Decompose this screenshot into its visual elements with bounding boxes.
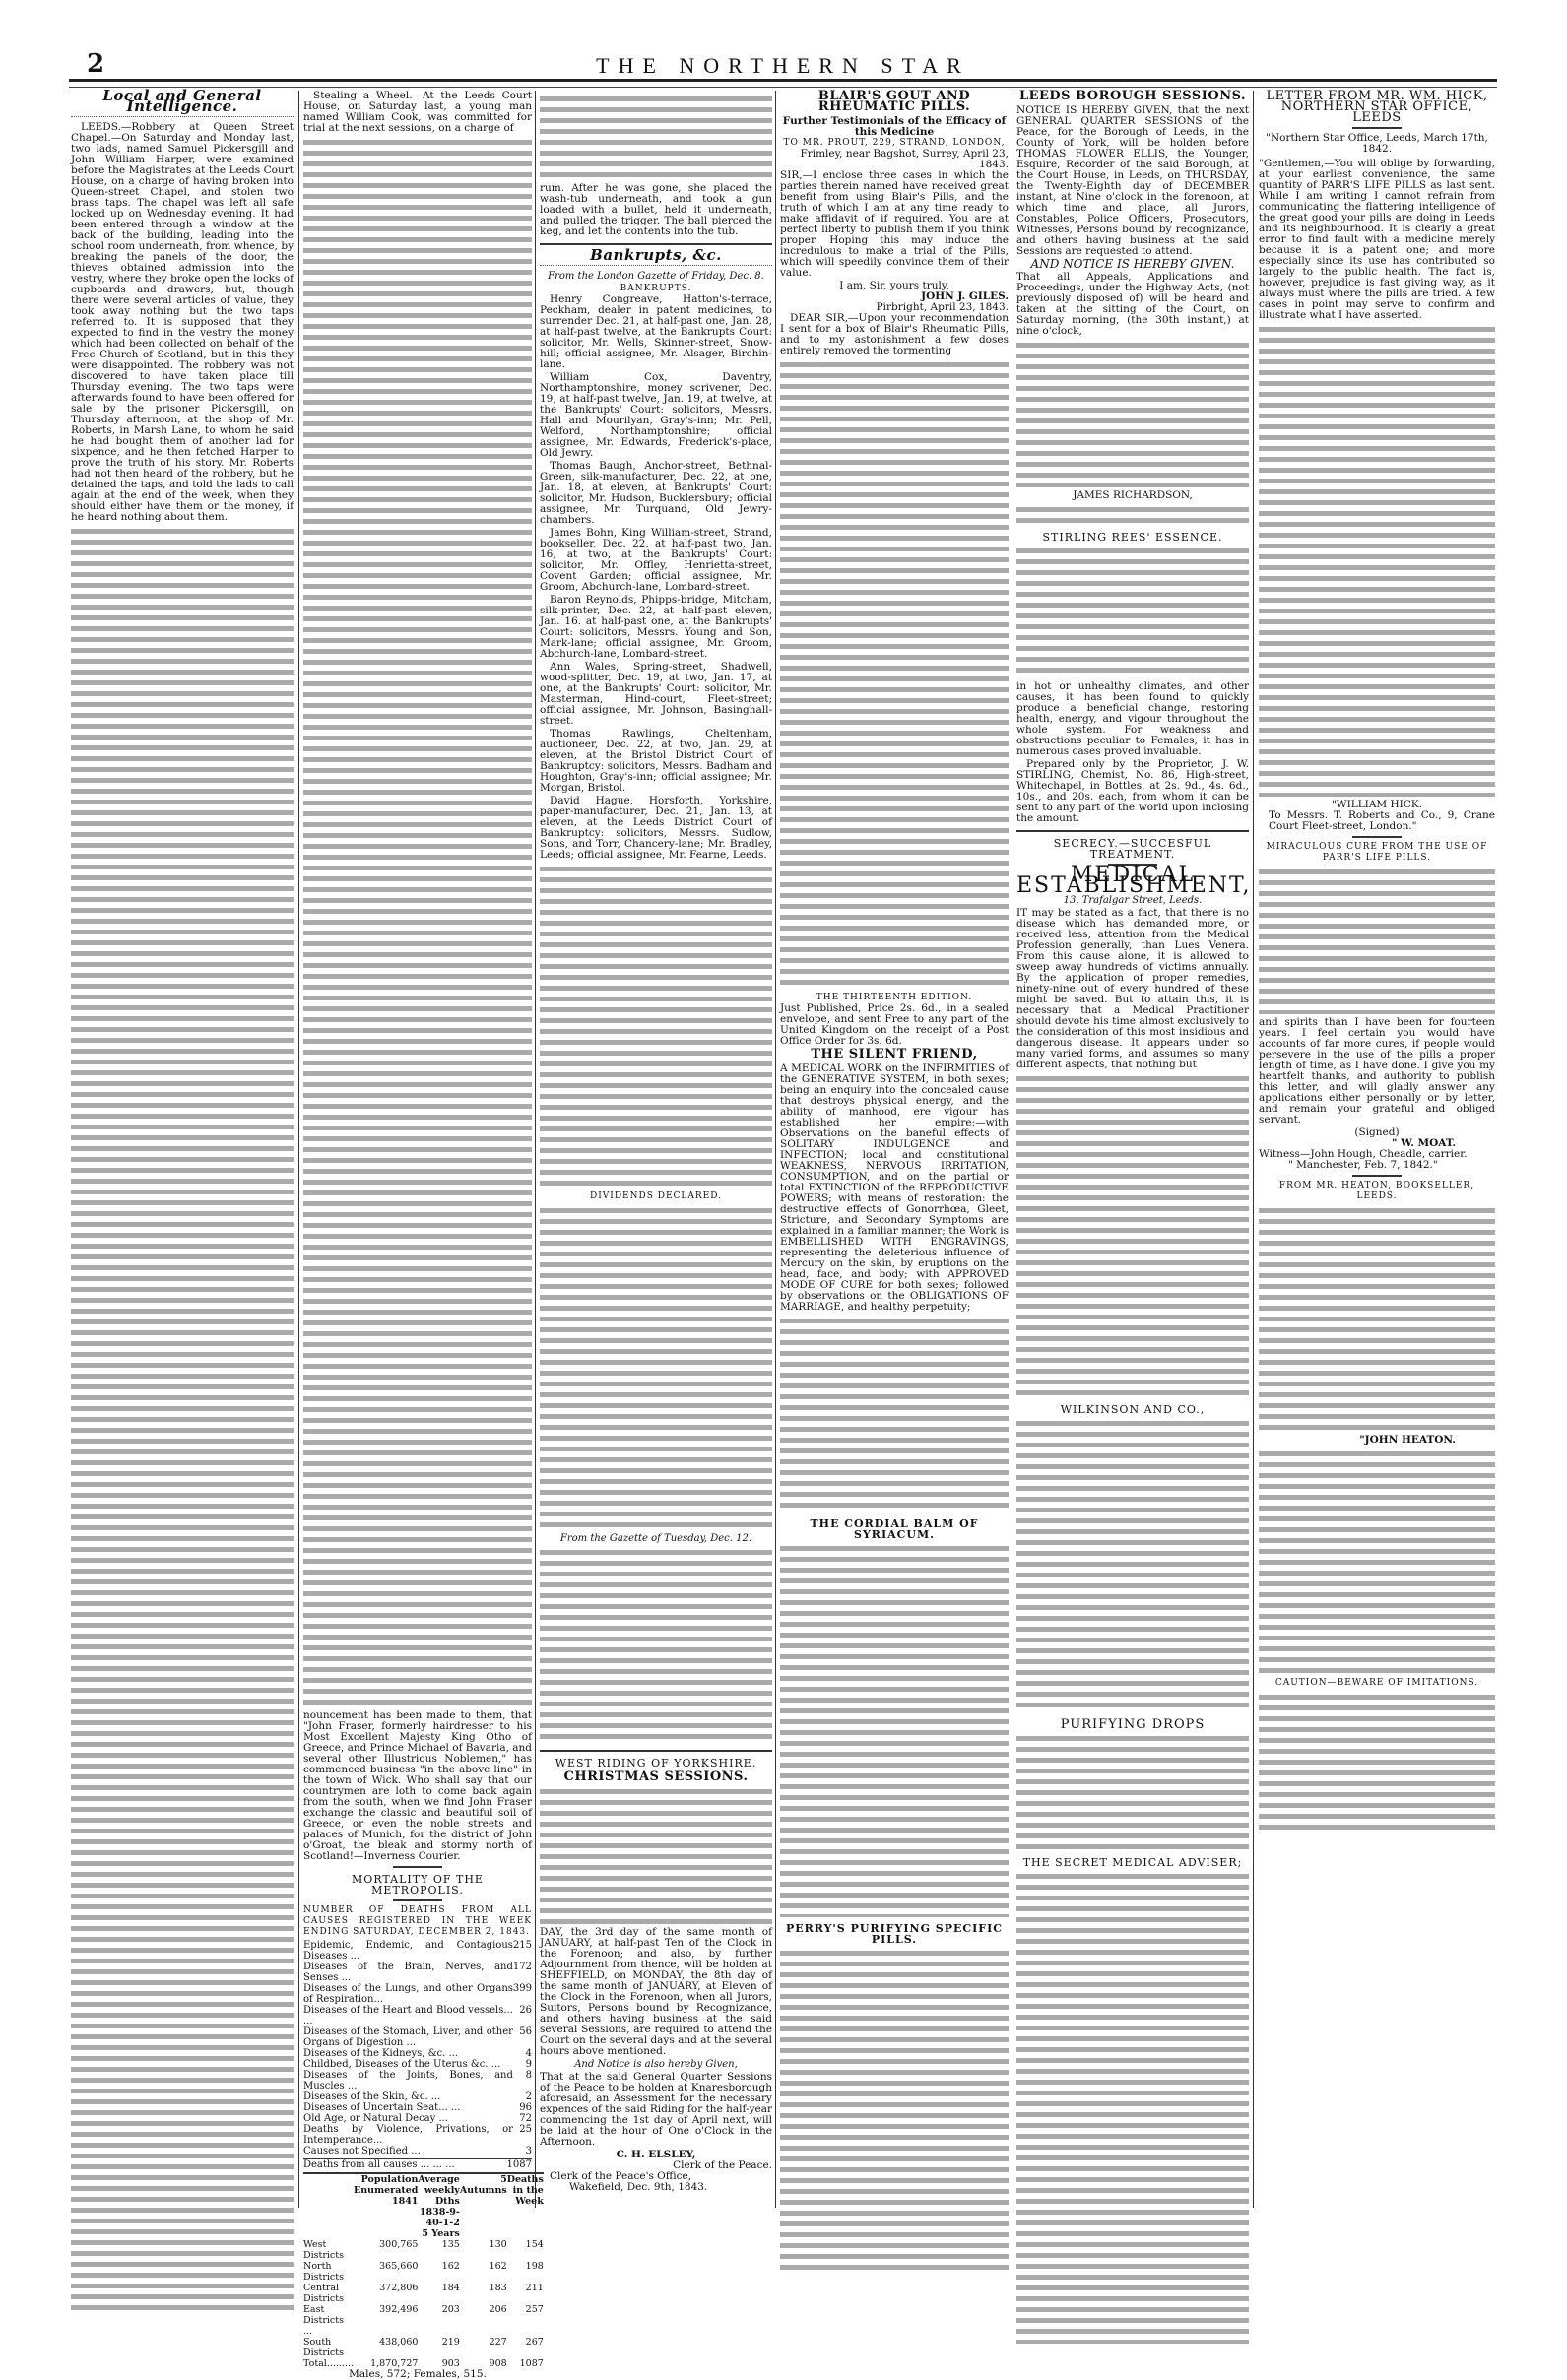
column-five <box>1016 89 1252 2347</box>
and-notice: And Notice is also hereby Given, <box>574 2059 738 2070</box>
cause-label: Old Age, or Natural Decay ... <box>303 2113 449 2124</box>
letter-text-block <box>1259 1692 1495 1830</box>
total-label: Deaths from all causes ... ... ... <box>303 2159 455 2170</box>
table-cell: 219 <box>441 2337 460 2348</box>
published: Just Published, Price 2s. 6d., in a sealed envelope, and sent Free to any part of the United Kingdom on the receipt of a Post Office Order for 3s. 6d. <box>780 1002 1009 1047</box>
divider <box>540 265 772 266</box>
cause-label: Diseases of the Kidneys, &c. ... <box>303 2048 459 2059</box>
cause-value: 56 <box>519 2026 532 2037</box>
divider <box>1016 830 1249 832</box>
divider <box>71 116 294 117</box>
divider <box>393 1866 442 1868</box>
table-cell: 206 <box>489 2304 507 2315</box>
table-cell: 1,870,727 <box>370 2358 419 2369</box>
article-text-block <box>540 1786 772 1924</box>
miraculous-cure: MIRACULOUS CURE FROM THE USE OF PARR'S LIFE PILLS. <box>1266 842 1488 863</box>
column-header: Deaths in the Week <box>506 2174 544 2207</box>
cause-value: 72 <box>519 2113 532 2124</box>
divider <box>1352 1175 1402 1177</box>
table-row <box>303 2304 544 2337</box>
cause-label: Causes not Specified ... <box>303 2146 421 2156</box>
cause-value: 172 <box>512 1962 532 1972</box>
mortality-subtitle: NUMBER OF DEATHS FROM ALL CAUSES REGISTERED IN THE WEEK ENDING SATURDAY, DECEMBER 2, 1843. <box>303 1905 532 1937</box>
medical-body: IT may be stated as a fact, that there is no disease which has demanded more, or received less, attention from the Medical Profession generally, than Lues Venera. From this cause alone, it is allowed to sweep away hundreds of victims annually. By the application of proper remedies, ninety-nine out of every hundred of these might be saved. But to attain this, it is necessary that a Medical Practitioner should devote his time almost exclusively to the consideration of this most insidious and dangerous disease. It appears under so many varied forms, and assumes so many different aspects, that nothing but <box>1016 907 1249 1070</box>
cause-value: 8 <box>525 2070 532 2081</box>
cause-label: Epidemic, Endemic, and Contagious Diseases ... <box>303 1940 513 1962</box>
table-cell: 198 <box>525 2261 544 2272</box>
column-divider <box>775 91 776 2208</box>
newspaper-title: THE NORTHERN STAR <box>596 53 970 78</box>
medical-work: A MEDICAL WORK on the INFIRMITIES of the GENERATIVE SYSTEM, in both sexes; being an enquiry into the concealed cause that destroys physical energy, and the ability of manhood, ere vigour has established her empire:—with Observations on the baneful effects of SOLITARY INDULGENCE and INFECTION; local and constitutional WEAKNESS, NERVOUS IRRITATION, CONSUMPTION, and on the partial or total EXTINCTION of the REPRODUCTIVE POWERS; with means of restoration: the destructive effects of Gonorrhœa, Gleet, Stricture, and Secondary Symptoms are explained in a familiar manner; the Work is EMBELLISHED WITH ENGRAVINGS, representing the deleterious influence of Mercury on the skin, by eruptions on the head, face, and body; with APPROVED MODE OF CURE for both sexes; followed by observations on the OBLIGATIONS OF MARRIAGE, and healthy perpetuity; <box>780 1062 1009 1313</box>
cause-row <box>303 2070 532 2091</box>
blairs-letter: SIR,—I enclose three cases in which the parties therein named have received great benefit from using Blair's Pills, and the truth of which I am at any time ready to make affidavit of if required. You are at perfect liberty to publish them if you think proper. Hoping this may induce the incredulous to make a trial of the Pills, which will speedily convince them of their value. <box>780 169 1009 279</box>
appeals: That all Appeals, Applications and Proceedings, under the Highway Acts, (not previously disposed of) will be heard and taken at the sitting of the Court, on Saturday morning, (the 30th instant,) at nine o'clock, <box>1016 271 1249 337</box>
advert-text-block <box>780 359 1009 990</box>
cause-row <box>303 2102 532 2113</box>
table-cell: 372,806 <box>379 2283 419 2293</box>
cause-row <box>303 1940 532 1962</box>
sessions-text: DAY, the 3rd day of the same month of JANUARY, at half-past Ten of the Clock in the Forenoon; and also, by further Adjournment from thence, will be holden at SHEFFIELD, on MONDAY, the 8th day of the same month of JANUARY, at Eleven of the Clock in the Forenoon, when all Jurors, Suitors, Persons bound by Recognizance, and others having business at the said several Sessions, are required to attend the Court on the several days and at the several hours above mentioned. <box>540 1926 772 2057</box>
bankrupt-entry: Thomas Rawlings, Cheltenham, auctioneer, Dec. 22, at two, Jan. 29, at eleven, at the Bristol District Court of Bankruptcy: solicitors, Messrs. Badham and Houghton, Gray's-inn; official assignee; Mr. Morgan, Bristol. <box>540 728 772 794</box>
table-cell: 300,765 <box>379 2239 419 2250</box>
cause-value: 4 <box>525 2048 532 2059</box>
advert-text-block <box>1016 1418 1249 1713</box>
table-cell: 1087 <box>519 2358 544 2369</box>
cause-row <box>303 2059 532 2070</box>
heaton-signature: "JOHN HEATON. <box>1359 1434 1456 1446</box>
column-divider <box>298 91 299 2208</box>
table-cell: 135 <box>441 2239 460 2250</box>
silent-friend: THE SILENT FRIEND, <box>811 1047 978 1061</box>
signature: JOHN J. GILES. <box>921 290 1009 302</box>
assessment-text: That at the said General Quarter Sessions of the Peace to be holden at Knaresborough aforesaid, an Assessment for the necessary expences of the said Riding for the half-year commencing the 1st day of April next, will be laid at the hour of One o'Clock in the Afternoon. <box>540 2071 772 2148</box>
table-cell: 903 <box>441 2358 460 2369</box>
mortality-total <box>303 2158 532 2170</box>
divider <box>540 1750 772 1752</box>
advert-text-block <box>780 1316 1009 1512</box>
divider <box>1352 127 1402 129</box>
cause-row <box>303 1962 532 1983</box>
bankrupt-entry: Thomas Baugh, Anchor-street, Bethnal-Green, silk-manufacturer, Dec. 22, at one, Jan. 18, at eleven, at Bankrupts' Court: solicitor, Mr. Hudson, Bucklersbury; official assignee, Mr. Turquand, Old Jewry-chambers. <box>540 460 772 526</box>
moat-letter: and spirits than I have been for fourteen years. I feel certain you would have accounts of far more cures, if people would persevere in the use of the pills a proper length of time, as I have done. I give you my heartfelt thanks, and authority to publish this letter, and will gladly answer any applications either personally or by letter, and remain your grateful and obliged servant. <box>1259 1016 1495 1126</box>
column-divider <box>1253 91 1254 2208</box>
cause-label: Diseases of Uncertain Seat... ... <box>303 2102 461 2113</box>
and-notice: AND NOTICE IS HEREBY GIVEN. <box>1030 257 1235 271</box>
table-cell: 257 <box>525 2304 544 2315</box>
cause-label: Diseases of the Skin, &c. ... <box>303 2091 441 2102</box>
masthead-rule <box>69 79 1497 88</box>
article-stealing-wheel: Stealing a Wheel.—At the Leeds Court House, on Saturday last, a young man named William Cook, was committed for trial at the next sessions, on a charge of <box>303 90 532 134</box>
cause-row <box>303 2113 532 2124</box>
table-cell: 227 <box>489 2337 507 2348</box>
cause-label: Deaths by Violence, Privations, or Intemperance... <box>303 2124 513 2146</box>
edition: THE THIRTEENTH EDITION. <box>816 993 973 1002</box>
purifying-drops: PURIFYING DROPS <box>1060 1717 1206 1732</box>
dateline: "Northern Star Office, Leeds, March 17th, 1842. <box>1266 132 1488 155</box>
signer: JAMES RICHARDSON, <box>1073 489 1193 501</box>
blairs-to: TO MR. PROUT, 229, STRAND, LONDON, <box>783 138 1006 148</box>
address: 13, Trafalgar Street, Leeds. <box>1063 895 1203 906</box>
hick-letter-heading: LETTER FROM MR. WM. HICK, NORTHERN STAR OFFICE, LEEDS <box>1266 89 1488 125</box>
bankrupts-heading: Bankrupts, &c. <box>590 246 722 264</box>
cordial-balm: THE CORDIAL BALM OF SYRIACUM. <box>810 1517 979 1541</box>
table-cell: West Districts <box>303 2239 344 2261</box>
cause-value: 25 <box>519 2124 532 2135</box>
hick-letter: "Gentlemen,—You will oblige by forwarding, at your earliest convenience, the same quantity of PARR'S LIFE PILLS as last sent. While I am writing I cannot refrain from communicating the flattering intelligence of the great good your pills are doing in Leeds and its neighbourhood. It is clearly a great error to find fault with a medicine merely because it is a patent one; and more especially since its use has contributed so largely to the public health. The fact is, however, prejudice is fast giving way, as it always must where the pills are tried. A few cases in point may serve to confirm and illustrate what I have asserted. <box>1259 158 1495 321</box>
table-cell: East Districts ... <box>303 2304 344 2337</box>
column-six <box>1259 91 1495 1833</box>
cause-row <box>303 1983 532 2005</box>
population-table <box>303 2172 544 2369</box>
column-three <box>540 91 772 2193</box>
table-row <box>303 2283 544 2304</box>
column-two <box>303 90 544 2380</box>
column-header <box>303 2173 354 2239</box>
witness: Witness—John Hough, Cheadle, carrier. <box>1259 1148 1468 1160</box>
table-row <box>303 2261 544 2283</box>
blairs-heading: BLAIR'S GOUT AND RHEUMATIC PILLS. <box>817 89 971 114</box>
article-text-block <box>303 137 532 1707</box>
moat-signature: " W. MOAT. <box>1391 1137 1456 1149</box>
article-rum-story: rum. After he was gone, she placed the wash-tub underneath, and took a gun loaded with a bullet, held it underneath, and pulled the trigger. The ball pierced the keg, and let the contents into the tub. <box>540 182 772 237</box>
signer: C. H. ELSLEY, <box>616 2149 696 2160</box>
dividends-heading: DIVIDENDS DECLARED. <box>590 1191 722 1201</box>
cause-row <box>303 2091 532 2102</box>
article-text-block <box>540 94 772 180</box>
christmas-sessions-heading: CHRISTMAS SESSIONS. <box>563 1769 749 1784</box>
table-cell: 203 <box>441 2304 460 2315</box>
column-divider <box>535 91 536 2208</box>
gazette-date-2: From the Gazette of Tuesday, Dec. 12. <box>559 1533 752 1544</box>
page-number: 2 <box>87 49 105 79</box>
closing: I am, Sir, yours truly, <box>839 280 949 291</box>
bankrupt-entry: James Bohn, King William-street, Strand, bookseller, Dec. 22, at half-past two, Jan. 16, at two, at the Bankrupts' Court: solicitor, Mr. Offley, Henrietta-street, Covent Garden; official assignee, Mr. Groom, Abchurch-lane, Lombard-street. <box>540 527 772 593</box>
table-cell: 392,496 <box>379 2304 419 2315</box>
medical-establishment: MEDICAL ESTABLISHMENT, <box>1016 863 1252 898</box>
table-cell: Central Districts <box>303 2283 344 2304</box>
cause-row <box>303 2048 532 2059</box>
letter-text-block <box>1259 324 1495 797</box>
article-text-block <box>540 864 772 1189</box>
cause-label: Childbed, Diseases of the Uterus &c. ... <box>303 2059 501 2070</box>
bankrupt-entry: William Cox, Daventry, Northamptonshire, money scrivener, Dec. 19, at half-past twelve, Jan. 19, at twelve, at the Bankrupts' Court: solicitors, Messrs. Hall and Mourilyan, Gray's-inn; Mr. Pell, Welford, Northamptonshire; official assignee, Mr. Edwards, Frederick's-place, Old Jewry. <box>540 371 772 459</box>
cause-value: 96 <box>519 2102 532 2113</box>
letter2: DEAR SIR,—Upon your recommendation I sent for a box of Blair's Rheumatic Pills, and to my astonishment a few doses entirely removed the tormenting <box>780 312 1009 356</box>
gazette-date: From the London Gazette of Friday, Dec. 8. <box>548 271 764 282</box>
secret-adviser: THE SECRET MEDICAL ADVISER; <box>1022 1856 1243 1869</box>
table-cell: Total......... <box>303 2358 355 2369</box>
cause-value: 215 <box>512 1940 532 1951</box>
place2: Pirbright, April 23, 1843. <box>876 301 1009 313</box>
cause-row <box>303 2026 532 2048</box>
column-header: Population Enumerated 1841 <box>354 2174 419 2207</box>
table-row <box>303 2337 544 2358</box>
blairs-sub: Further Testimonials of the Efficacy of this Medicine <box>782 115 1007 138</box>
signer-title: Clerk of the Peace. <box>673 2159 772 2171</box>
divider <box>540 243 772 245</box>
stirling-text: in hot or unhealthy climates, and other causes, it has been found to quickly produce a beneficial change, restoring health, energy, and vigour throughout the whole system. For weakness and obstructions peculiar to Females, it has in numerous cases proved invaluable. <box>1016 680 1249 757</box>
table-cell: South Districts <box>303 2337 344 2358</box>
cause-row <box>303 2124 532 2146</box>
sessions-notice: NOTICE IS HEREBY GIVEN, that the next GENERAL QUARTER SESSIONS of the Peace, for the Borough of Leeds, in the County of York, will be holden before THOMAS FLOWER ELLIS, the Younger, Esquire, Recorder of the said Borough, at the Court House, in Leeds, on THURSDAY, the Twenty-Eighth day of DECEMBER instant, at Nine o'clock in the forenoon, at which time and place, all Jurors, Constables, Police Officers, Prosecutors, Witnesses, Persons bound by recognizance, and others having business at the said Sessions are requested to attend. <box>1016 104 1249 257</box>
bankrupts-subhead: BANKRUPTS. <box>620 284 692 293</box>
hick-signature: "WILLIAM HICK. <box>1331 799 1423 810</box>
total-value: 1087 <box>506 2159 532 2170</box>
article-text-block <box>71 526 294 2313</box>
cause-value: 2 <box>525 2091 532 2102</box>
article-fraser: nouncement has been made to them, that "John Fraser, formerly hairdresser to his Most Excellent Majesty King Otho of Greece, and Prince Michael of Bavaria, and several other Illustrious Noblemen," has commenced business "in the above line" in the town of Wick. Who shall say that our countrymen are loth to come back again from the south, when we find John Fraser exchange the classic and beautiful soil of Greece, or even the noble streets and palaces of Munich, for the district of John o'Groat, the bleak and stormy north of Scotland!—Inverness Courier. <box>303 1709 533 1862</box>
column-header: 5 Autumns <box>459 2174 507 2196</box>
divider <box>393 1899 442 1901</box>
divider <box>1352 836 1402 838</box>
mortality-title: MORTALITY OF THE METROPOLIS. <box>352 1873 484 1897</box>
table-cell: 438,060 <box>379 2337 419 2348</box>
bankrupt-list <box>540 294 772 861</box>
notice-text-block <box>1016 504 1249 526</box>
cause-value: 26 <box>519 2005 532 2016</box>
cause-label: Diseases of the Heart and Blood vessels... ... <box>303 2005 513 2026</box>
mortality-causes-table <box>303 1940 532 2156</box>
table-cell: 267 <box>525 2337 544 2348</box>
cause-label: Diseases of the Brain, Nerves, and Senses ... <box>303 1962 513 1983</box>
cause-value: 3 <box>525 2146 532 2156</box>
cause-value: 9 <box>525 2059 532 2070</box>
table-row <box>303 2239 544 2261</box>
sex-split: Males, 572; Females, 515. <box>349 2368 487 2380</box>
signed: (Signed) <box>1354 1126 1400 1138</box>
table-cell: 184 <box>441 2283 460 2293</box>
advert-text-block <box>780 1543 1009 1917</box>
wilkinson: WILKINSON AND CO., <box>1060 1403 1206 1416</box>
stirling-heading: STIRLING REES' ESSENCE. <box>1042 531 1223 544</box>
cause-value: 399 <box>512 1983 532 1994</box>
letter-text-block <box>1259 1448 1495 1675</box>
office: Clerk of the Peace's Office, <box>550 2170 692 2182</box>
table-cell: 162 <box>489 2261 507 2272</box>
advert-text-block <box>1016 1073 1249 1398</box>
section-heading: Local and General Intelligence. <box>102 87 262 115</box>
advert-text-block <box>780 1948 1009 2273</box>
bankrupt-entry: Ann Wales, Spring-street, Shadwell, wood-splitter, Dec. 19, at two, Jan. 17, at one, at the Bankrupts' Court: solicitor, Mr. Masterman, Hind-court, Fleet-street; official assignee, Mr. Johnson, Basinghall-street. <box>540 661 772 727</box>
bankrupt-entry: David Hague, Horsforth, Yorkshire, paper-manufacturer, Dec. 21, Jan. 13, at eleven, at the Leeds District Court of Bankruptcy: solicitors, Messrs. Sudlow, Sons, and Torr, Chancery-lane; Mr. Bradley, Leeds; official assignee, Mr. Fearne, Leeds. <box>540 795 772 861</box>
manchester-date: " Manchester, Feb. 7, 1842." <box>1288 1159 1438 1171</box>
table-cell: 211 <box>525 2283 544 2293</box>
blairs-place: Frimley, near Bagshot, Surrey, April 23, 1843. <box>800 148 1009 170</box>
bankrupt-entry: Henry Congreave, Hatton's-terrace, Peckham, dealer in patent medicines, to surrender Dec. 21, at half-past one, Jan. 28, at half-past twelve, at the Bankrupts Court: solicitor, Mr. Wells, Skinner-street, Snow-hill; official assignee, Mr. Alsager, Birchin-lane. <box>540 293 772 370</box>
secrecy-heading: SECRECY.—SUCCESFUL TREATMENT. <box>1053 837 1212 861</box>
table-cell: 162 <box>441 2261 460 2272</box>
cause-label: Diseases of the Stomach, Liver, and other Organs of Digestion ... <box>303 2026 513 2048</box>
letter-text-block <box>1259 867 1495 1014</box>
advert-text-block <box>1016 1871 1249 2344</box>
table-cell: North Districts <box>303 2261 344 2283</box>
letter-text-block <box>1259 1205 1495 1432</box>
table-cell: 154 <box>525 2239 544 2250</box>
cause-row <box>303 2146 532 2156</box>
advert-text-block <box>1016 546 1249 678</box>
table-cell: 908 <box>489 2358 507 2369</box>
masthead <box>69 49 1497 79</box>
caution-heading: CAUTION—BEWARE OF IMITATIONS. <box>1274 1678 1479 1688</box>
heaton-heading: FROM MR. HEATON, BOOKSELLER, LEEDS. <box>1278 1181 1475 1201</box>
west-riding-heading: WEST RIDING OF YORKSHIRE. <box>555 1757 757 1769</box>
advert-text-block <box>1016 1733 1249 1851</box>
bankrupt-entry: Baron Reynolds, Phipps-bridge, Mitcham, silk-printer, Dec. 22, at half-past eleven, Jan. 16. at half-past one, at the Bankrupts' Court: solicitors, Messrs. Young and Son, Mark-lane; official assignee, Mr. Groom, Abchurch-lane, Lombard-street. <box>540 594 772 660</box>
table-cell: 183 <box>489 2283 507 2293</box>
article-leeds-robbery: LEEDS.—Robbery at Queen Street Chapel.—On Saturday and Monday last, two lads, named Samuel Pickersgill and John William Harper, were examined before the Magistrates at the Leeds Court House, on a charge of having broken into Queen-street Chapel, and stolen two brass taps. The chapel was left all safe locked up on Wednesday evening. It had been entered through a window at the back of the building, leading into the school room underneath, from whence, by breaking the panels of the door, the thieves obtained admission into the vestry, where they broke open the locks of cupboards and drawers; but, though there were several articles of value, they took away nothing but the two taps referred to. It is supposed that they expected to find in the vestry the money which had been collected on behalf of the Free Church of Scotland, but in this they were disappointed. The robbery was not discovered to have taken place till Thursday evening. The two taps were afterwards found to have been offered for sale by the prisoner Pickersgill, on Thursday afternoon, at the shop of Mr. Roberts, in Marsh Lane, to whom he said he had bought them of another lad for sixpence, and he then fetched Harper to prove the truth of his story. Mr. Roberts had not then heard of the robbery, but he detained the taps, and told the lads to call again at the end of the week, when they should either have them or the money, if he heard nothing about them. <box>71 121 294 523</box>
column-four <box>780 91 1009 2276</box>
notice-text-block <box>1016 340 1249 487</box>
cause-label: Diseases of the Joints, Bones, and Muscles ... <box>303 2070 513 2091</box>
column-header: Average weekly Dths 1838-9-40-1-2 5 Years <box>418 2174 460 2239</box>
article-text-block <box>540 1547 772 1744</box>
cause-row <box>303 2005 532 2026</box>
total-row <box>303 2358 544 2369</box>
hick-to: To Messrs. T. Roberts and Co., 9, Crane Court Fleet-street, London." <box>1269 809 1495 832</box>
purifying-pills: PERRY'S PURIFYING SPECIFIC PILLS. <box>785 1922 1004 1946</box>
office-date: Wakefield, Dec. 9th, 1843. <box>569 2181 708 2193</box>
table-cell: 365,660 <box>379 2261 419 2272</box>
stirling-prepared: Prepared only by the Proprietor, J. W. STIRLING, Chemist, No. 86, High-street, Whitechapel, in Bottles, at 2s. 9d., 4s. 6d., 10s., and 20s. each, from whom it can be sent to any part of the world upon inclosing the amount. <box>1016 758 1249 824</box>
cause-label: Diseases of the Lungs, and other Organs of Respiration... <box>303 1983 513 2005</box>
leeds-sessions-heading: LEEDS BOROUGH SESSIONS. <box>1018 89 1247 103</box>
column-local-intelligence <box>71 87 294 2316</box>
article-text-block <box>540 1205 772 1530</box>
table-cell: 130 <box>489 2239 507 2250</box>
